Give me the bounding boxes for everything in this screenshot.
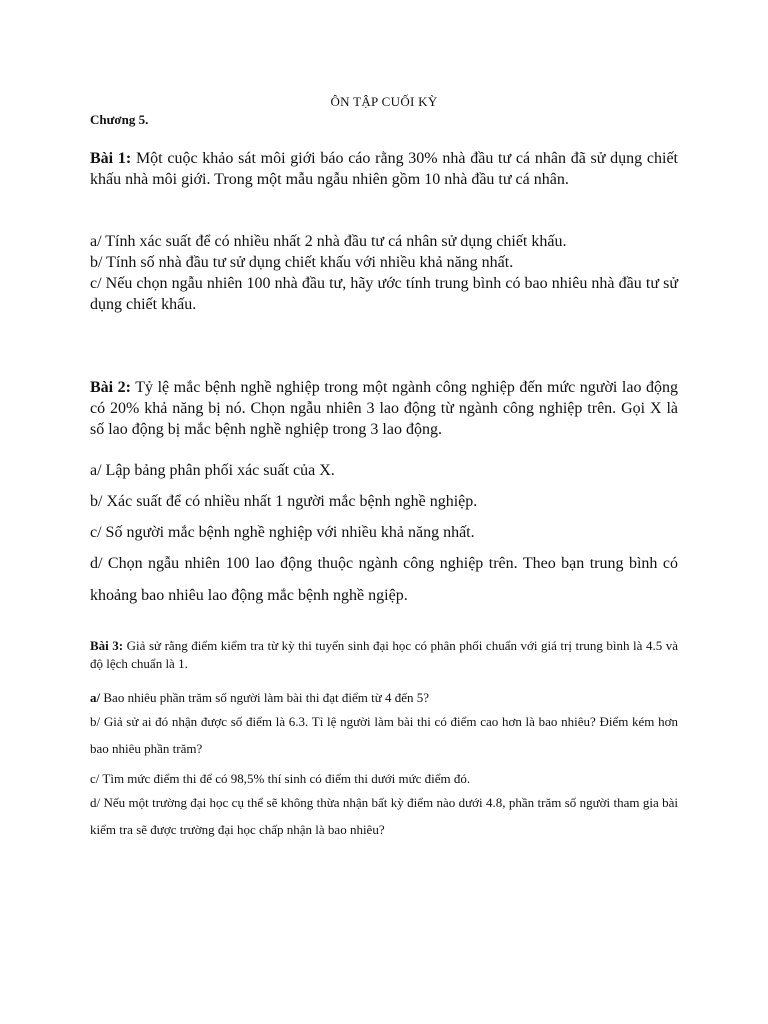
bai2-text: Tỷ lệ mắc bệnh nghề nghiệp trong một ngành công nghiệp đến mức người lao động có 20% khả năng bị nó. Chọn ngẫu nhiên 3 lao động từ ngành công nghiệp trên. Gọi X là số lao động bị mắc bệnh nghề nghiệp trong 3 lao động.	[90, 379, 679, 438]
bai1-part-a: a/ Tính xác suất để có nhiều nhất 2 nhà đầu tư cá nhân sử dụng chiết khấu.	[90, 233, 567, 250]
bai3-text: Giả sử rằng điểm kiểm tra từ kỳ thi tuyển sinh đại học có phân phối chuẩn với giá trị trung bình là 4.5 và độ lệch chuẩn là 1.	[90, 638, 679, 671]
bai1-label: Bài 1:	[90, 150, 132, 167]
bai1-part-c: c/ Nếu chọn ngẫu nhiên 100 nhà đầu tư, hãy ước tính trung bình có bao nhiêu nhà đầu tư sử dụng chiết khấu.	[90, 275, 678, 313]
bai3-part-c: c/ Tìm mức điểm thi để có 98,5% thí sinh có điểm thi dưới mức điểm đó.	[90, 771, 471, 786]
bai1-text: Một cuộc khảo sát môi giới báo cáo rằng 30% nhà đầu tư cá nhân đã sử dụng chiết khấu nhà môi giới. Trong một mẫu ngẫu nhiên gồm 10 nhà đầu tư cá nhân.	[90, 150, 678, 188]
bai1-part-b: b/ Tính số nhà đầu tư sử dụng chiết khấu với nhiều khả năng nhất.	[90, 254, 514, 271]
bai3-problem	[90, 637, 678, 673]
bai1-problem	[90, 148, 678, 190]
bai2-problem	[90, 377, 678, 440]
bai3-part-a	[90, 689, 678, 707]
bai3-part-b: b/ Giả sử ai đó nhận được số điểm là 6.3. Tỉ lệ người làm bài thi có điểm cao hơn là bao nhiêu? Điểm kém hơn bao nhiêu phần trăm?	[90, 714, 678, 756]
bai3-part-a-label: a/	[90, 690, 101, 705]
bai2-part-a: a/ Lập bảng phân phối xác suất của X.	[90, 462, 335, 479]
bai2-part-b: b/ Xác suất để có nhiều nhất 1 người mắc bệnh nghề nghiệp.	[90, 493, 478, 510]
bai3-part-a-text: Bao nhiêu phần trăm số người làm bài thi đạt điểm từ 4 đến 5?	[103, 690, 430, 705]
bai2-part-c: c/ Số người mắc bệnh nghề nghiệp với nhiều khả năng nhất.	[90, 524, 475, 541]
chapter-heading: Chương 5.	[90, 112, 149, 127]
bai2-label: Bài 2:	[90, 379, 131, 396]
bai3-part-d: d/ Nếu một trường đại học cụ thể sẽ không thừa nhận bất kỳ điểm nào dưới 4.8, phần trăm số người tham gia bài kiểm tra sẽ được trường đại học chấp nhận là bao nhiêu?	[90, 795, 678, 837]
bai3-label: Bài 3:	[90, 638, 124, 653]
bai2-part-d: d/ Chọn ngẫu nhiên 100 lao động thuộc ngành công nghiệp trên. Theo bạn trung bình có khoảng bao nhiêu lao động mắc bệnh nghề ngiệp.	[90, 555, 678, 604]
document-title: ÔN TẬP CUỐI KỲ	[330, 94, 438, 109]
